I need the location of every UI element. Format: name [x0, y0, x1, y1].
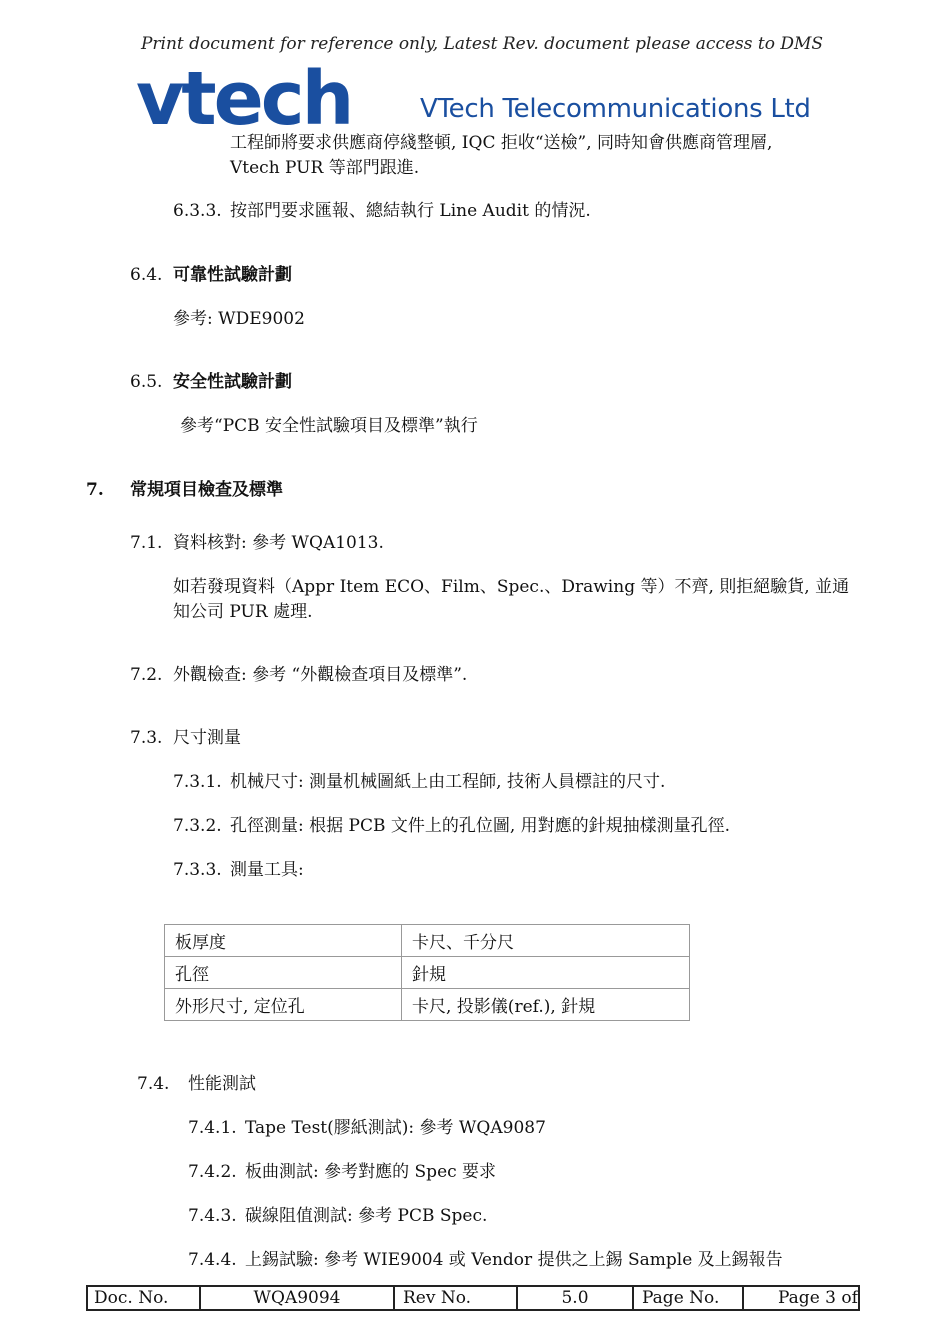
page-no-value-cell [743, 1286, 859, 1310]
section-7-4-number: 7.4. [137, 1074, 170, 1094]
section-7-3-1-number: 7.3.1. [173, 772, 222, 792]
section-7-1-paragraph-line-2: 知公司 PUR 處理. [173, 602, 313, 622]
section-7-title: 常規項目檢查及標準 [130, 480, 283, 500]
section-7-4-2-number: 7.4.2. [188, 1162, 237, 1182]
document-footer-table [86, 1285, 860, 1311]
section-7-4-2-text: 板曲測試: 參考對應的 Spec 要求 [245, 1162, 497, 1182]
section-7-4-4-number: 7.4.4. [188, 1250, 237, 1270]
continuation-line-1: 工程師將要求供應商停綫整頓, IQC 拒收“送檢”, 同時知會供應商管理層, [230, 133, 773, 153]
measurement-tools-table [164, 924, 690, 1021]
section-7-3-2-number: 7.3.2. [173, 816, 222, 836]
reference-banner: Print document for reference only, Latest Rev. document please access to DMS [140, 34, 824, 54]
section-6-5-title: 安全性試驗計劃 [173, 372, 292, 392]
section-7-4-text: 性能測試 [188, 1074, 256, 1094]
section-6-4-number: 6.4. [130, 265, 163, 285]
table-cell: 板厚度 [165, 925, 402, 957]
doc-no-label: Doc. No. [87, 1286, 200, 1310]
section-7-4-1-number: 7.4.1. [188, 1118, 237, 1138]
company-name: VTech Telecommunications Ltd [420, 94, 811, 124]
section-7-number: 7. [86, 480, 104, 500]
section-7-2-text: 外觀檢查: 參考 “外觀檢查項目及標準”. [173, 665, 468, 685]
section-7-4-3-text: 碳線阻值測試: 參考 PCB Spec. [245, 1206, 488, 1226]
rev-no-value: 5.0 [517, 1286, 633, 1310]
section-7-4-3-number: 7.4.3. [188, 1206, 237, 1226]
section-7-3-text: 尺寸測量 [173, 728, 241, 748]
section-7-3-2-text: 孔徑測量: 根据 PCB 文件上的孔位圖, 用對應的針規抽樣測量孔徑. [230, 816, 731, 836]
table-cell: 卡尺、千分尺 [402, 925, 690, 957]
section-6-5-reference: 參考“PCB 安全性試驗項目及標準”執行 [180, 416, 478, 436]
table-cell: 針規 [402, 957, 690, 989]
section-6-4-title: 可靠性試驗計劃 [173, 265, 292, 285]
section-6-3-3-text: 按部門要求匯報、總結執行 Line Audit 的情況. [230, 201, 591, 221]
section-7-4-1-text: Tape Test(膠紙測試): 參考 WQA9087 [245, 1118, 546, 1138]
section-7-2-number: 7.2. [130, 665, 163, 685]
footer-row [87, 1286, 859, 1310]
table-row [165, 989, 690, 1021]
page-no-value: Page 3 of [778, 1288, 858, 1308]
doc-no-value: WQA9094 [200, 1286, 394, 1310]
page-no-label: Page No. [633, 1286, 743, 1310]
section-7-3-number: 7.3. [130, 728, 163, 748]
table-cell: 卡尺, 投影儀(ref.), 針規 [402, 989, 690, 1021]
continuation-line-2: Vtech PUR 等部門跟進. [230, 158, 420, 178]
section-6-4-reference: 參考: WDE9002 [173, 309, 305, 329]
section-6-5-number: 6.5. [130, 372, 163, 392]
table-cell: 外形尺寸, 定位孔 [165, 989, 402, 1021]
section-7-3-3-text: 測量工具: [230, 860, 304, 880]
vtech-logo: vtech [136, 56, 352, 142]
section-7-1-paragraph-line-1: 如若發現資料（Appr Item ECO、Film、Spec.、Drawing 等）不齊, 則拒絕驗貨, 並通 [173, 577, 850, 597]
section-7-3-3-number: 7.3.3. [173, 860, 222, 880]
table-row [165, 925, 690, 957]
section-7-1-number: 7.1. [130, 533, 163, 553]
table-cell: 孔徑 [165, 957, 402, 989]
section-7-3-1-text: 机械尺寸: 測量机械圖紙上由工程師, 技術人員標註的尺寸. [230, 772, 666, 792]
table-row [165, 957, 690, 989]
section-7-4-4-text: 上錫試驗: 參考 WIE9004 或 Vendor 提供之上錫 Sample 及上錫報告 [245, 1250, 783, 1270]
section-7-1-text: 資料核對: 參考 WQA1013. [173, 533, 384, 553]
section-6-3-3-number: 6.3.3. [173, 201, 222, 221]
rev-no-label: Rev No. [394, 1286, 517, 1310]
